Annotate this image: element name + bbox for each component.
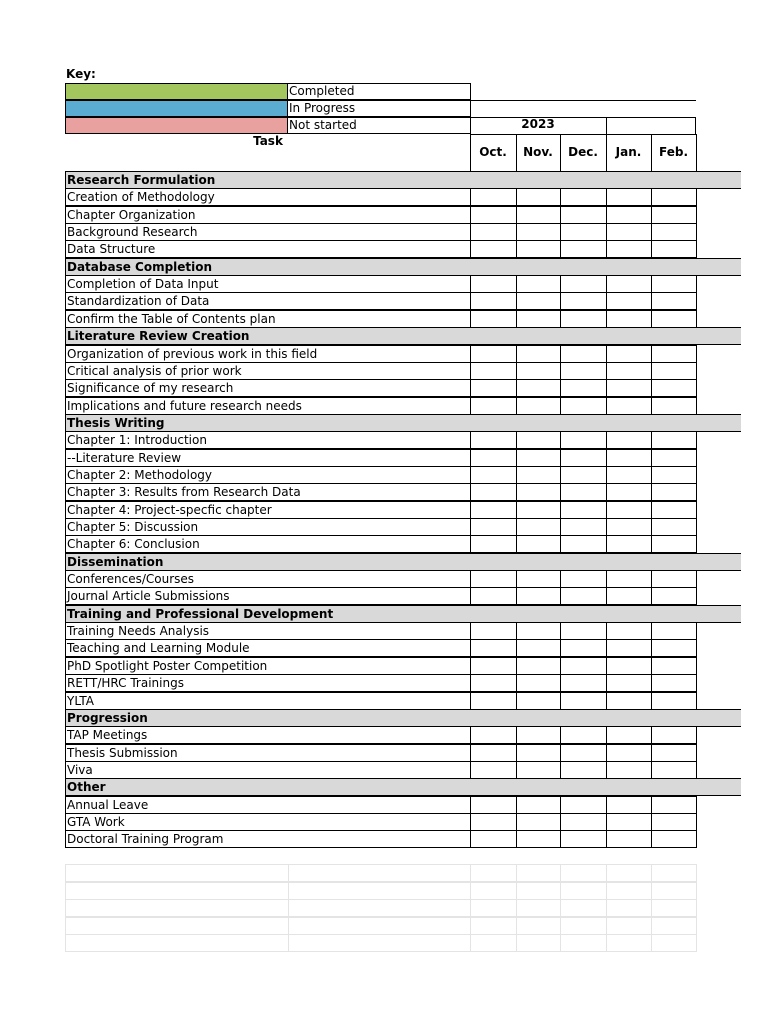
month-cell[interactable] bbox=[470, 518, 517, 536]
month-cell[interactable] bbox=[560, 692, 607, 710]
month-cell[interactable] bbox=[516, 587, 561, 605]
month-label: Feb. bbox=[659, 145, 688, 159]
task-label: Viva bbox=[65, 761, 471, 779]
month-cell[interactable] bbox=[606, 501, 652, 519]
task-label: Chapter 3: Results from Research Data bbox=[65, 483, 471, 501]
month-cell[interactable] bbox=[516, 310, 561, 328]
month-cell[interactable] bbox=[560, 674, 607, 692]
month-label: Dec. bbox=[568, 145, 598, 159]
month-cell[interactable] bbox=[651, 379, 697, 397]
task-label: RETT/HRC Trainings bbox=[65, 674, 471, 692]
month-cell[interactable] bbox=[560, 362, 607, 380]
month-label: Jan. bbox=[615, 145, 642, 159]
month-cell[interactable] bbox=[560, 466, 607, 484]
month-cell[interactable] bbox=[651, 796, 697, 814]
month-cell[interactable] bbox=[560, 240, 607, 258]
empty-cell bbox=[516, 934, 561, 952]
task-label: Chapter 2: Methodology bbox=[65, 466, 471, 484]
month-cell[interactable] bbox=[516, 362, 561, 380]
month-cell[interactable] bbox=[470, 275, 517, 293]
month-cell[interactable] bbox=[651, 674, 697, 692]
month-cell[interactable] bbox=[516, 796, 561, 814]
month-cell[interactable] bbox=[516, 431, 561, 449]
empty-cell bbox=[516, 864, 561, 882]
task-label: Journal Article Submissions bbox=[65, 587, 471, 605]
month-cell[interactable] bbox=[516, 275, 561, 293]
month-cell[interactable] bbox=[560, 518, 607, 536]
task-label: Critical analysis of prior work bbox=[65, 362, 471, 380]
empty-cell bbox=[651, 934, 697, 952]
month-cell[interactable] bbox=[560, 379, 607, 397]
task-label: Significance of my research bbox=[65, 379, 471, 397]
task-label: Implications and future research needs bbox=[65, 397, 471, 415]
legend-label: Not started bbox=[288, 117, 471, 134]
month-cell[interactable] bbox=[516, 449, 561, 467]
month-cell[interactable] bbox=[560, 796, 607, 814]
month-cell[interactable] bbox=[516, 345, 561, 363]
month-cell[interactable] bbox=[651, 362, 697, 380]
month-cell[interactable] bbox=[560, 657, 607, 675]
month-cell[interactable] bbox=[470, 813, 517, 831]
section-header: Other bbox=[65, 778, 471, 796]
header-line-top bbox=[470, 100, 696, 101]
month-cell[interactable] bbox=[560, 292, 607, 310]
month-cell[interactable] bbox=[651, 657, 697, 675]
month-cell[interactable] bbox=[516, 744, 561, 762]
month-cell[interactable] bbox=[651, 188, 697, 206]
month-divider bbox=[606, 134, 607, 172]
section-header: Progression bbox=[65, 709, 471, 727]
month-cell[interactable] bbox=[651, 570, 697, 588]
task-label: Completion of Data Input bbox=[65, 275, 471, 293]
empty-cell bbox=[470, 882, 517, 900]
month-cell[interactable] bbox=[516, 483, 561, 501]
month-cell[interactable] bbox=[651, 744, 697, 762]
month-divider bbox=[516, 134, 517, 172]
month-cell[interactable] bbox=[606, 431, 652, 449]
empty-cell bbox=[516, 917, 561, 935]
empty-cell bbox=[288, 917, 471, 935]
month-cell[interactable] bbox=[470, 744, 517, 762]
empty-cell bbox=[470, 917, 517, 935]
month-cell[interactable] bbox=[516, 206, 561, 224]
month-cell[interactable] bbox=[516, 223, 561, 241]
empty-cell bbox=[470, 899, 517, 917]
month-cell[interactable] bbox=[470, 345, 517, 363]
month-label: Oct. bbox=[479, 145, 507, 159]
month-cell[interactable] bbox=[560, 535, 607, 553]
empty-cell bbox=[560, 917, 607, 935]
month-cell[interactable] bbox=[516, 830, 561, 848]
section-header: Training and Professional Development bbox=[65, 605, 471, 623]
month-cell[interactable] bbox=[651, 535, 697, 553]
month-cell[interactable] bbox=[560, 726, 607, 744]
month-cell[interactable] bbox=[470, 830, 517, 848]
month-cell[interactable] bbox=[651, 726, 697, 744]
month-cell[interactable] bbox=[516, 466, 561, 484]
month-cell[interactable] bbox=[470, 240, 517, 258]
month-cell[interactable] bbox=[560, 744, 607, 762]
month-cell[interactable] bbox=[651, 240, 697, 258]
task-label: Confirm the Table of Contents plan bbox=[65, 310, 471, 328]
empty-cell bbox=[288, 864, 471, 882]
empty-cell bbox=[288, 899, 471, 917]
month-cell[interactable] bbox=[470, 310, 517, 328]
empty-cell bbox=[288, 882, 471, 900]
month-cell[interactable] bbox=[651, 813, 697, 831]
year-label: 2023 bbox=[521, 117, 555, 131]
month-cell[interactable] bbox=[516, 397, 561, 415]
month-cell[interactable] bbox=[651, 587, 697, 605]
task-label: Chapter 6: Conclusion bbox=[65, 535, 471, 553]
month-cell[interactable] bbox=[651, 431, 697, 449]
month-cell[interactable] bbox=[560, 830, 607, 848]
month-cell[interactable] bbox=[470, 223, 517, 241]
month-cell[interactable] bbox=[516, 639, 561, 657]
section-header: Thesis Writing bbox=[65, 414, 471, 432]
month-cell[interactable] bbox=[651, 483, 697, 501]
month-cell[interactable] bbox=[560, 483, 607, 501]
month-cell[interactable] bbox=[470, 449, 517, 467]
month-cell[interactable] bbox=[470, 379, 517, 397]
section-band bbox=[470, 709, 741, 727]
empty-cell bbox=[560, 934, 607, 952]
month-cell[interactable] bbox=[560, 397, 607, 415]
section-header: Literature Review Creation bbox=[65, 327, 471, 345]
section-band bbox=[470, 414, 741, 432]
empty-cell bbox=[470, 864, 517, 882]
month-cell[interactable] bbox=[470, 796, 517, 814]
month-cell[interactable] bbox=[560, 639, 607, 657]
month-cell[interactable] bbox=[606, 188, 652, 206]
month-cell[interactable] bbox=[470, 188, 517, 206]
empty-cell bbox=[470, 934, 517, 952]
month-cell[interactable] bbox=[470, 726, 517, 744]
task-label: Conferences/Courses bbox=[65, 570, 471, 588]
month-cell[interactable] bbox=[516, 240, 561, 258]
empty-cell bbox=[65, 934, 289, 952]
month-cell[interactable] bbox=[516, 570, 561, 588]
task-label: --Literature Review bbox=[65, 449, 471, 467]
month-cell[interactable] bbox=[606, 518, 652, 536]
month-cell[interactable] bbox=[606, 240, 652, 258]
month-cell[interactable] bbox=[470, 761, 517, 779]
month-cell[interactable] bbox=[606, 275, 652, 293]
month-cell[interactable] bbox=[606, 639, 652, 657]
month-cell[interactable] bbox=[560, 761, 607, 779]
month-cell[interactable] bbox=[606, 483, 652, 501]
month-cell[interactable] bbox=[516, 379, 561, 397]
legend-swatch bbox=[65, 100, 288, 117]
month-cell[interactable] bbox=[470, 657, 517, 675]
task-label: Chapter 4: Project-specfic chapter bbox=[65, 501, 471, 519]
empty-cell bbox=[65, 899, 289, 917]
task-label: Chapter 5: Discussion bbox=[65, 518, 471, 536]
month-cell[interactable] bbox=[606, 830, 652, 848]
section-header: Research Formulation bbox=[65, 171, 471, 189]
month-cell[interactable] bbox=[470, 206, 517, 224]
month-cell[interactable] bbox=[470, 362, 517, 380]
month-cell[interactable] bbox=[516, 188, 561, 206]
month-cell[interactable] bbox=[606, 292, 652, 310]
empty-cell bbox=[651, 899, 697, 917]
month-cell[interactable] bbox=[470, 397, 517, 415]
empty-cell bbox=[651, 917, 697, 935]
month-cell[interactable] bbox=[651, 692, 697, 710]
task-label: Chapter 1: Introduction bbox=[65, 431, 471, 449]
month-cell[interactable] bbox=[470, 570, 517, 588]
month-cell[interactable] bbox=[560, 501, 607, 519]
month-cell[interactable] bbox=[651, 206, 697, 224]
month-cell[interactable] bbox=[606, 345, 652, 363]
month-cell[interactable] bbox=[651, 622, 697, 640]
month-cell[interactable] bbox=[606, 310, 652, 328]
month-cell[interactable] bbox=[606, 726, 652, 744]
task-label: PhD Spotlight Poster Competition bbox=[65, 657, 471, 675]
month-cell[interactable] bbox=[516, 292, 561, 310]
empty-cell bbox=[606, 882, 652, 900]
month-label: Nov. bbox=[523, 145, 553, 159]
month-cell[interactable] bbox=[560, 622, 607, 640]
task-label: Organization of previous work in this field bbox=[65, 345, 471, 363]
month-cell[interactable] bbox=[651, 501, 697, 519]
month-cell[interactable] bbox=[470, 622, 517, 640]
month-cell[interactable] bbox=[606, 466, 652, 484]
month-cell[interactable] bbox=[470, 501, 517, 519]
year-cell-extra bbox=[606, 117, 696, 135]
month-cell[interactable] bbox=[651, 310, 697, 328]
month-cell[interactable] bbox=[470, 431, 517, 449]
month-cell[interactable] bbox=[470, 639, 517, 657]
month-cell[interactable] bbox=[560, 223, 607, 241]
empty-cell bbox=[651, 864, 697, 882]
month-cell[interactable] bbox=[651, 292, 697, 310]
month-cell[interactable] bbox=[651, 830, 697, 848]
month-cell[interactable] bbox=[651, 223, 697, 241]
task-label: Standardization of Data bbox=[65, 292, 471, 310]
empty-cell bbox=[516, 882, 561, 900]
month-cell[interactable] bbox=[470, 692, 517, 710]
month-cell[interactable] bbox=[560, 275, 607, 293]
empty-cell bbox=[288, 934, 471, 952]
month-divider bbox=[560, 134, 561, 172]
month-cell[interactable] bbox=[606, 692, 652, 710]
key-title: Key: bbox=[66, 67, 96, 81]
month-cell[interactable] bbox=[606, 796, 652, 814]
month-divider bbox=[651, 134, 652, 172]
empty-cell bbox=[560, 864, 607, 882]
task-label: Chapter Organization bbox=[65, 206, 471, 224]
month-cell[interactable] bbox=[560, 206, 607, 224]
empty-cell bbox=[606, 934, 652, 952]
section-band bbox=[470, 605, 741, 623]
month-cell[interactable] bbox=[560, 570, 607, 588]
month-cell[interactable] bbox=[560, 345, 607, 363]
month-cell[interactable] bbox=[606, 449, 652, 467]
month-cell[interactable] bbox=[516, 622, 561, 640]
section-header: Dissemination bbox=[65, 553, 471, 571]
month-cell[interactable] bbox=[651, 518, 697, 536]
task-label: Teaching and Learning Module bbox=[65, 639, 471, 657]
month-cell[interactable] bbox=[606, 622, 652, 640]
task-label: Annual Leave bbox=[65, 796, 471, 814]
month-cell[interactable] bbox=[560, 431, 607, 449]
legend-label: Completed bbox=[288, 83, 471, 100]
month-cell[interactable] bbox=[606, 535, 652, 553]
section-band bbox=[470, 327, 741, 345]
month-cell[interactable] bbox=[516, 518, 561, 536]
month-cell[interactable] bbox=[606, 570, 652, 588]
month-cell[interactable] bbox=[516, 535, 561, 553]
month-cell[interactable] bbox=[470, 466, 517, 484]
legend-swatch bbox=[65, 83, 288, 100]
empty-cell bbox=[65, 917, 289, 935]
month-cell[interactable] bbox=[470, 483, 517, 501]
legend-swatch bbox=[65, 117, 288, 134]
task-label: YLTA bbox=[65, 692, 471, 710]
month-cell[interactable] bbox=[606, 674, 652, 692]
task-label: Data Structure bbox=[65, 240, 471, 258]
month-cell[interactable] bbox=[516, 501, 561, 519]
month-cell[interactable] bbox=[470, 535, 517, 553]
month-cell[interactable] bbox=[516, 674, 561, 692]
month-cell[interactable] bbox=[606, 587, 652, 605]
empty-cell bbox=[65, 864, 289, 882]
month-cell[interactable] bbox=[651, 275, 697, 293]
month-cell[interactable] bbox=[606, 379, 652, 397]
month-cell[interactable] bbox=[516, 761, 561, 779]
month-cell[interactable] bbox=[651, 639, 697, 657]
month-cell[interactable] bbox=[470, 674, 517, 692]
month-cell[interactable] bbox=[470, 587, 517, 605]
month-cell[interactable] bbox=[651, 761, 697, 779]
task-label: Background Research bbox=[65, 223, 471, 241]
month-cell[interactable] bbox=[560, 587, 607, 605]
month-cell[interactable] bbox=[560, 188, 607, 206]
month-cell[interactable] bbox=[516, 813, 561, 831]
month-cell[interactable] bbox=[606, 657, 652, 675]
month-cell[interactable] bbox=[606, 744, 652, 762]
month-cell[interactable] bbox=[560, 449, 607, 467]
month-cell[interactable] bbox=[606, 397, 652, 415]
month-cell[interactable] bbox=[651, 397, 697, 415]
task-label: TAP Meetings bbox=[65, 726, 471, 744]
empty-cell bbox=[606, 917, 652, 935]
task-label: Doctoral Training Program bbox=[65, 830, 471, 848]
month-cell[interactable] bbox=[606, 223, 652, 241]
month-cell[interactable] bbox=[651, 449, 697, 467]
task-label: Creation of Methodology bbox=[65, 188, 471, 206]
task-header: Task bbox=[253, 134, 283, 148]
month-cell[interactable] bbox=[606, 761, 652, 779]
month-cell[interactable] bbox=[516, 692, 561, 710]
task-label: GTA Work bbox=[65, 813, 471, 831]
empty-cell bbox=[606, 899, 652, 917]
empty-cell bbox=[651, 882, 697, 900]
section-band bbox=[470, 778, 741, 796]
empty-cell bbox=[65, 882, 289, 900]
section-band bbox=[470, 258, 741, 276]
month-cell[interactable] bbox=[606, 206, 652, 224]
empty-cell bbox=[560, 882, 607, 900]
month-cell[interactable] bbox=[516, 657, 561, 675]
empty-cell bbox=[606, 864, 652, 882]
section-header: Database Completion bbox=[65, 258, 471, 276]
month-cell[interactable] bbox=[560, 310, 607, 328]
section-band bbox=[470, 553, 741, 571]
month-cell[interactable] bbox=[560, 813, 607, 831]
empty-cell bbox=[516, 899, 561, 917]
month-cell[interactable] bbox=[606, 362, 652, 380]
month-cell[interactable] bbox=[651, 345, 697, 363]
section-band bbox=[470, 171, 741, 189]
month-cell[interactable] bbox=[470, 292, 517, 310]
month-cell[interactable] bbox=[516, 726, 561, 744]
month-cell[interactable] bbox=[651, 466, 697, 484]
legend-label: In Progress bbox=[288, 100, 471, 117]
empty-cell bbox=[560, 899, 607, 917]
year-cell bbox=[470, 117, 607, 135]
month-cell[interactable] bbox=[606, 813, 652, 831]
task-label: Training Needs Analysis bbox=[65, 622, 471, 640]
task-label: Thesis Submission bbox=[65, 744, 471, 762]
